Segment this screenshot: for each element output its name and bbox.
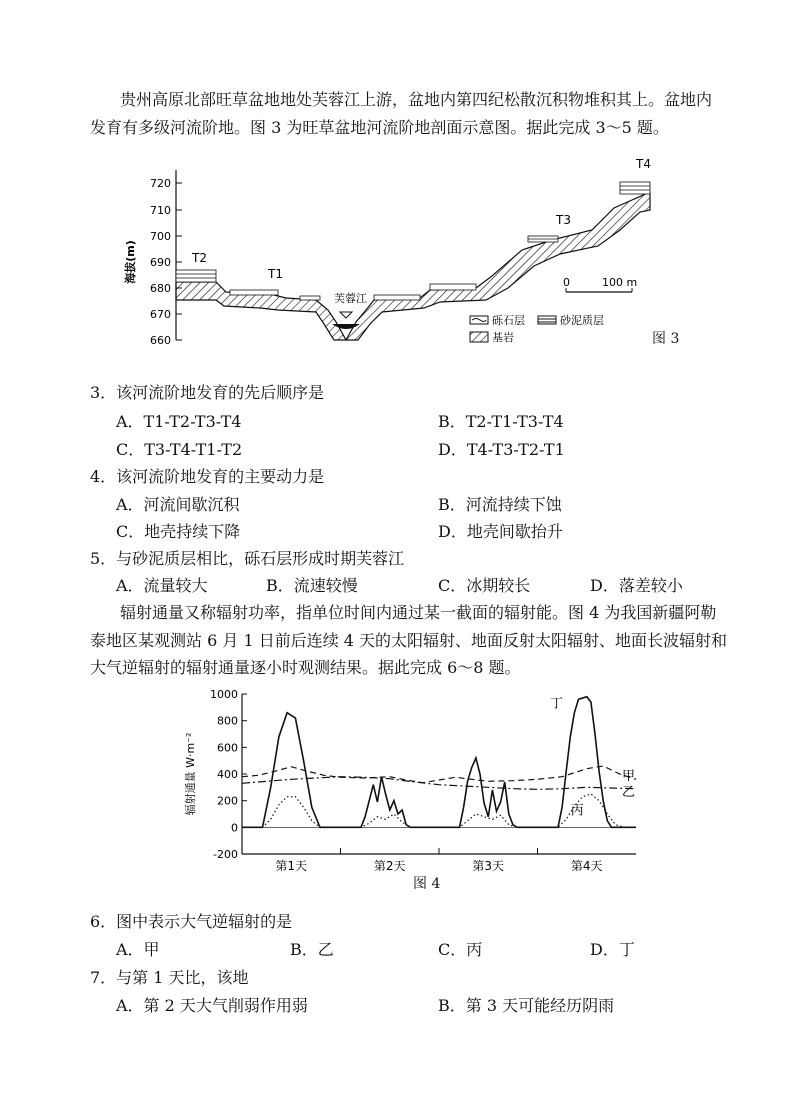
terrace-label: T4: [636, 157, 651, 171]
terrace-label: T1: [268, 267, 283, 281]
y-axis-label: 辐射通量 W·m⁻²: [184, 732, 197, 816]
x-category-label: 第4天: [570, 859, 603, 873]
series-line-乙: [242, 777, 636, 790]
question-7-stem: 7．与第 1 天比，该地: [90, 968, 249, 987]
q3-option-c: C．T3-T4-T1-T2: [116, 440, 243, 459]
series-label: 丁: [550, 696, 564, 712]
ytick-label: 720: [150, 177, 171, 190]
terrace-profile-figure: [120, 150, 700, 350]
water-level-marker: [340, 312, 352, 318]
q4-option-d: D．地壳间歇抬升: [438, 522, 563, 541]
ytick-label: 680: [150, 282, 171, 295]
series-label: 甲: [622, 769, 636, 784]
radiation-flux-chart: [180, 684, 640, 874]
q3-option-b: B．T2-T1-T3-T4: [438, 412, 564, 431]
y-tick-label: 200: [217, 794, 238, 808]
ytick-label: 700: [150, 230, 171, 243]
q6-option-a: A．甲: [116, 940, 160, 959]
x-category-label: 第1天: [275, 859, 308, 873]
y-tick-label: 600: [217, 741, 238, 755]
q3-option-a: A．T1-T2-T3-T4: [116, 412, 242, 431]
page-cutoff: [0, 1028, 800, 1109]
legend-gravel: 砾石层: [492, 314, 525, 327]
question-6-stem: 6．图中表示大气逆辐射的是: [90, 912, 293, 931]
q3-option-d: D．T4-T3-T2-T1: [438, 440, 565, 459]
terrace-label: T2: [192, 251, 207, 265]
terrace-label: T3: [556, 213, 571, 227]
y-tick-label: 0: [231, 821, 238, 835]
intro-text-line: 贵州高原北部旺草盆地地处芙蓉江上游，盆地内第四纪松散沉积物堆积其上。盆地内: [120, 90, 713, 109]
intro-text-line: 辐射通量又称辐射功率，指单位时间内通过某一截面的辐射能。图 4 为我国新疆阿勒: [120, 603, 717, 622]
svg-text:0: 0: [563, 276, 570, 289]
question-4-stem: 4．该河流阶地发育的主要动力是: [90, 467, 325, 486]
q5-option-c: C．冰期较长: [438, 576, 531, 595]
x-category-label: 第2天: [373, 859, 406, 873]
question-3-stem: 3．该河流阶地发育的先后顺序是: [90, 383, 325, 402]
ytick-label: 660: [150, 334, 171, 347]
series-label: 丙: [570, 803, 584, 819]
question-5-stem: 5．与砂泥质层相比，砾石层形成时期芙蓉江: [90, 549, 405, 568]
river-label: 芙蓉江: [334, 292, 367, 305]
figure3-caption: 图 3: [652, 331, 680, 347]
ytick-label: 690: [150, 256, 171, 269]
q6-option-b: B．乙: [290, 940, 334, 959]
q5-option-a: A．流量较大: [116, 576, 208, 595]
q4-option-c: C．地壳持续下降: [116, 522, 241, 541]
legend-sand: 砂泥质层: [560, 314, 604, 327]
legend-bedrock: 基岩: [492, 331, 514, 344]
series-line-甲: [242, 766, 636, 783]
intro-text-line: 大气逆辐射的辐射通量逐小时观测结果。据此完成 6～8 题。: [90, 658, 521, 677]
y-axis-label: 海拔(m): [124, 240, 137, 284]
y-tick-label: 800: [217, 714, 238, 728]
legend: [470, 313, 604, 344]
q5-option-d: D．落差较小: [590, 576, 683, 595]
q5-option-b: B．流速较慢: [266, 576, 358, 595]
q7-option-a: A．第 2 天大气削弱作用弱: [116, 996, 308, 1015]
ytick-label: 710: [150, 204, 171, 217]
q7-option-b: B．第 3 天可能经历阴雨: [438, 996, 615, 1015]
intro-text-line: 泰地区某观测站 6 月 1 日前后连续 4 天的太阳辐射、地面反射太阳辐射、地面长波辐射和: [90, 631, 728, 650]
figure4-caption: 图 4: [413, 876, 441, 892]
svg-text:100 m: 100 m: [602, 276, 638, 289]
y-tick-label: 1000: [210, 688, 238, 701]
q4-option-a: A．河流间歇沉积: [116, 495, 240, 514]
q4-option-b: B．河流持续下蚀: [438, 495, 562, 514]
scale-bar: [563, 276, 637, 292]
intro-text-line: 发育有多级河流阶地。图 3 为旺草盆地河流阶地剖面示意图。据此完成 3～5 题。: [90, 118, 669, 137]
q6-option-c: C．丙: [438, 940, 483, 959]
x-category-label: 第3天: [472, 859, 505, 873]
q6-option-d: D．丁: [590, 940, 635, 959]
ytick-label: 670: [150, 308, 171, 321]
series-label: 乙: [622, 785, 636, 800]
y-tick-label: 400: [217, 768, 238, 781]
y-tick-label: -200: [213, 848, 238, 861]
